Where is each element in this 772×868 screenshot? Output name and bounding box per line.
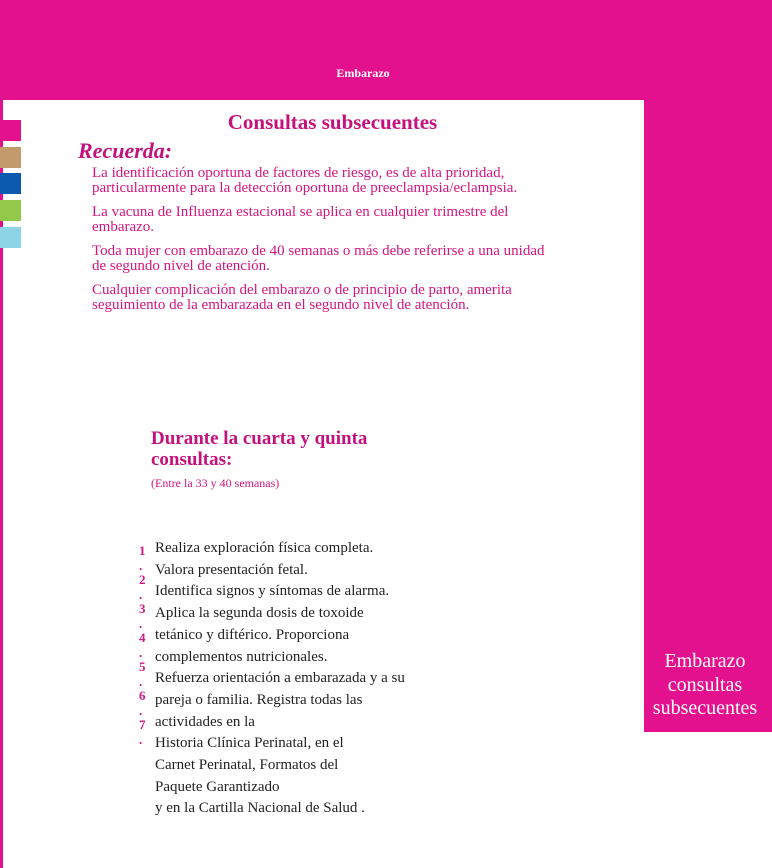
reminder-item: Cualquier complicación del embarazo o de principio de parto, amerita seguimiento de la embarazada en el segundo nivel de atención.	[92, 282, 512, 313]
tab-label-line: Embarazo	[664, 650, 746, 672]
reminder-list	[92, 166, 552, 322]
reminder-item: La vacuna de Influenza estacional se aplica en cualquier trimestre del embarazo.	[92, 204, 509, 235]
step-line: actividades en la	[155, 713, 255, 730]
step-marker: .	[139, 644, 143, 660]
step-list	[155, 538, 485, 820]
step-line: Valora presentación fetal.	[155, 561, 308, 578]
reminder-item: La identificación oportuna de factores de riesgo, es de alta prioridad, particularmente para la detección oportuna de preeclampsia/eclampsia.	[92, 165, 518, 196]
step-line: Realiza exploración física completa.	[155, 540, 374, 556]
step-line: Aplica la segunda dosis de toxoide	[155, 605, 364, 622]
step-marker: .	[139, 731, 143, 747]
step-marker: .	[139, 702, 143, 718]
step-marker: .	[139, 557, 143, 573]
recuerda-heading: Recuerda:	[78, 138, 173, 163]
step-line: tetánico y diftérico. Proporciona	[155, 626, 350, 643]
step-line: y en la Cartilla Nacional de Salud .	[155, 800, 365, 817]
reminder-item: Toda mujer con embarazo de 40 semanas o más debe referirse a una unidad de segundo nivel de atención.	[92, 243, 545, 274]
step-marker: 2	[139, 572, 146, 587]
step-marker: .	[139, 673, 143, 689]
swatch-green	[0, 200, 21, 221]
header-band	[0, 0, 772, 100]
tab-label-line: consultas	[667, 673, 743, 696]
step-line: Refuerza orientación a embarazada y a su	[155, 670, 405, 687]
header-label: Embarazo	[336, 66, 390, 80]
step-marker: .	[139, 615, 143, 631]
step-line: pareja o familia. Registra todas las	[155, 691, 363, 708]
step-marker: 6	[139, 688, 146, 703]
step-line: complementos nutricionales.	[155, 648, 328, 665]
swatch-magenta	[0, 120, 21, 141]
swatch-blue	[0, 173, 21, 194]
step-marker: 5	[139, 659, 146, 674]
step-marker: 7	[139, 717, 146, 732]
swatch-tan	[0, 147, 21, 168]
step-marker: 3	[139, 601, 146, 616]
step-number-column	[139, 544, 151, 747]
section-tab-label	[634, 650, 772, 721]
step-line: Historia Clínica Perinatal, en el	[155, 735, 344, 752]
step-marker: 1	[139, 543, 146, 558]
page-title: Consultas subsecuentes	[227, 110, 438, 134]
step-marker: 4	[139, 630, 146, 645]
step-line: Identifica signos y síntomas de alarma.	[155, 583, 390, 600]
step-line: Paquete Garantizado	[155, 778, 280, 795]
step-marker: .	[139, 586, 143, 602]
tab-label-line: subsecuentes	[652, 697, 758, 719]
consultation-block-subtitle: (Entre la 33 y 40 semanas)	[151, 476, 280, 490]
right-column-bottom	[606, 732, 772, 868]
consultation-block-title: Durante la cuarta y quinta consultas:	[151, 428, 368, 470]
swatch-light-blue	[0, 227, 21, 248]
section-tab	[644, 100, 772, 732]
step-line: Carnet Perinatal, Formatos del	[155, 757, 339, 774]
page-corner	[604, 856, 616, 868]
